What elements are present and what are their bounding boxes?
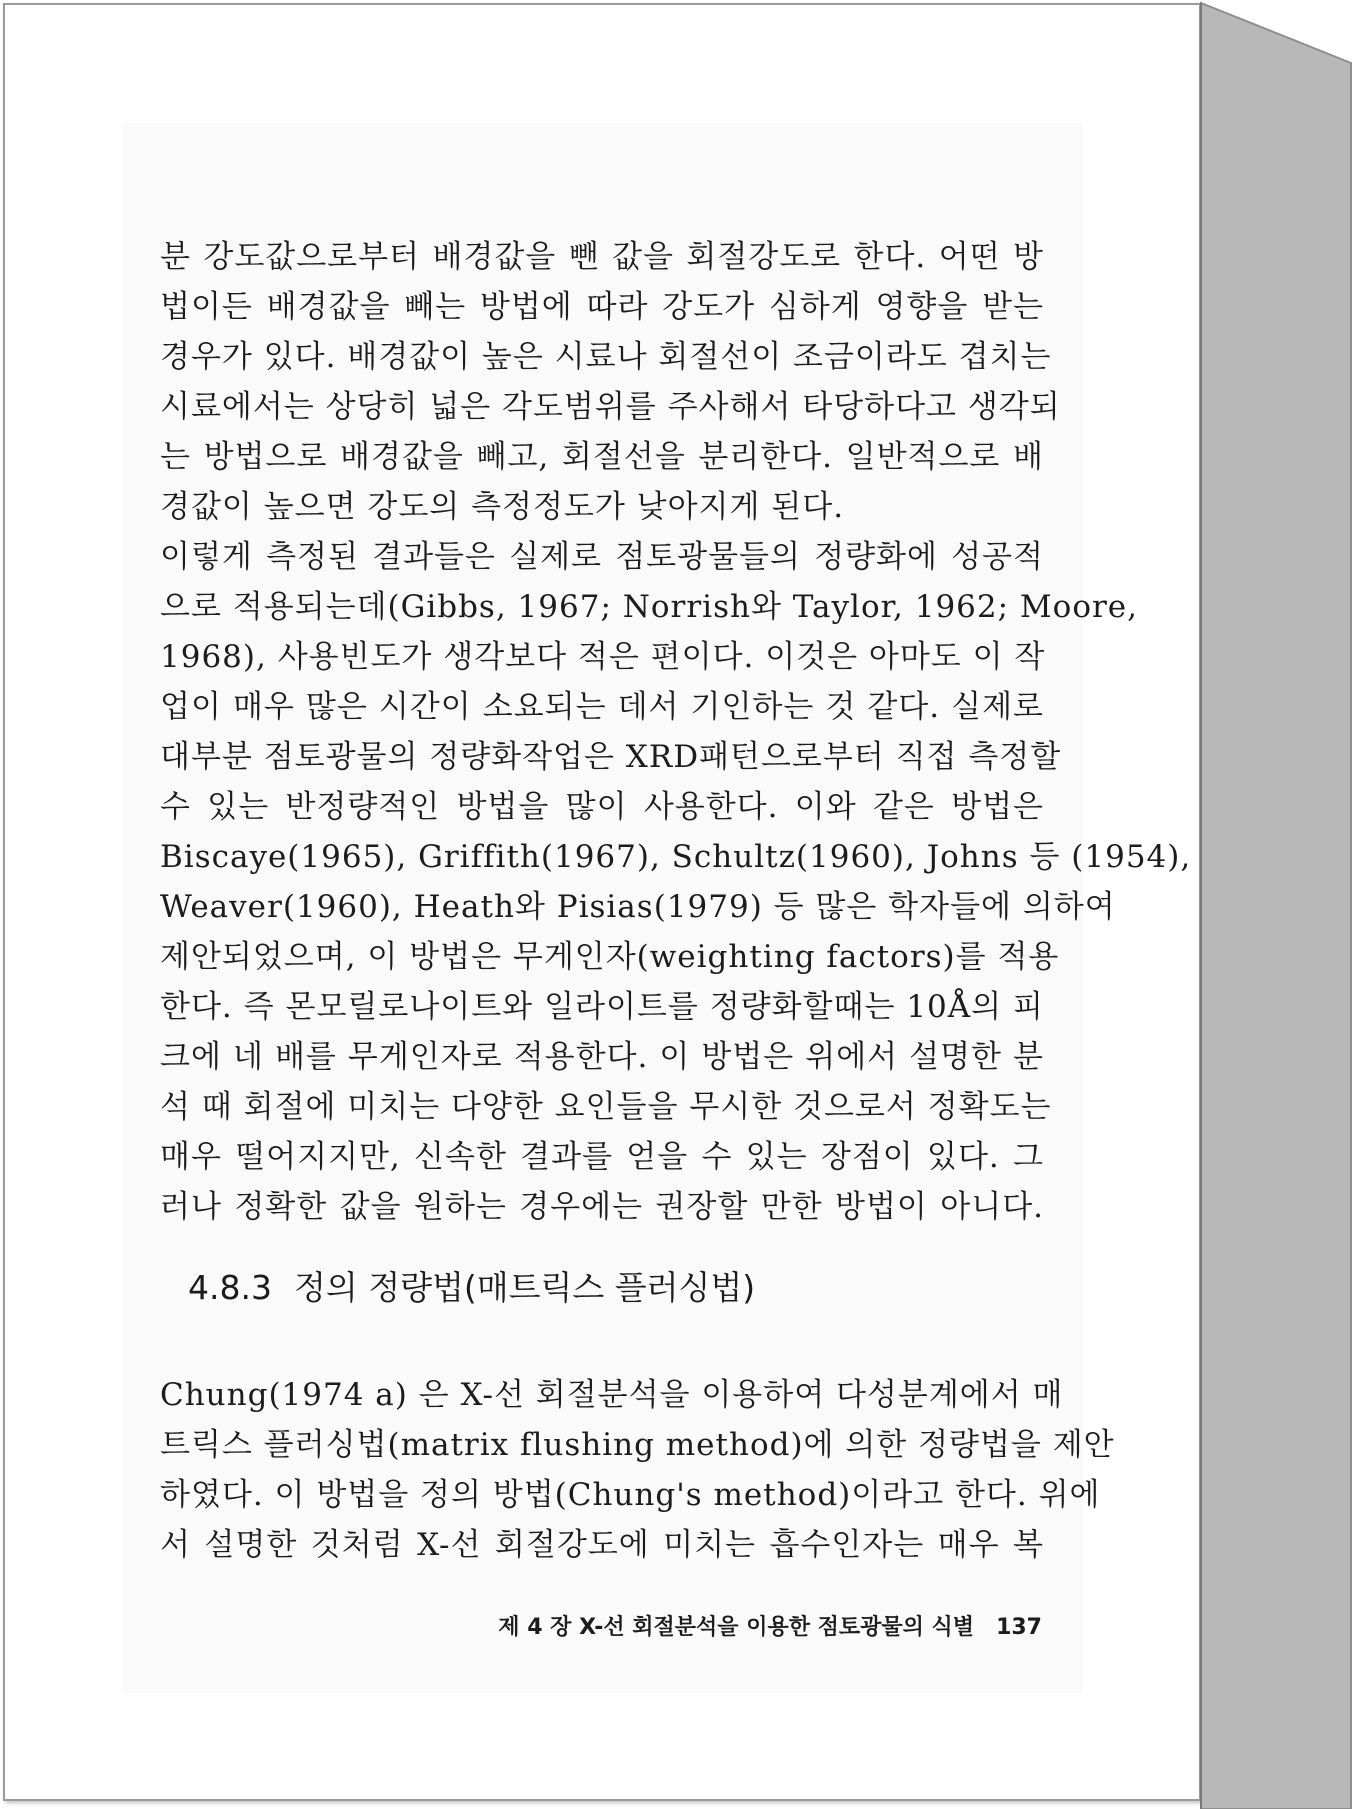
paragraph-2 xyxy=(160,532,1192,1232)
text-line: Weaver(1960), Heath와 Pisias(1979) 등 많은 학자들에 의하여 xyxy=(160,889,1116,925)
text-line: 러나 정확한 값을 원하는 경우에는 권장할 만한 방법이 아니다. xyxy=(160,1189,1044,1225)
section-heading xyxy=(188,1262,755,1309)
text-line: 법이든 배경값을 빼는 방법에 따라 강도가 심하게 영향을 받는 xyxy=(160,289,1044,325)
text-line: 이렇게 측정된 결과들은 실제로 점토광물들의 정량화에 성공적 xyxy=(160,539,1044,575)
text-line: 매우 떨어지지만, 신속한 결과를 얻을 수 있는 장점이 있다. 그 xyxy=(160,1139,1044,1175)
paragraph-1 xyxy=(160,232,1061,532)
section-number: 4.8.3 xyxy=(188,1268,272,1307)
text-line: 대부분 점토광물의 정량화작업은 XRD패턴으로부터 직접 측정할 xyxy=(160,739,1062,775)
paragraph-3 xyxy=(160,1370,1115,1570)
text-line: 시료에서는 상당히 넓은 각도범위를 주사해서 타당하다고 생각되 xyxy=(160,389,1061,425)
running-footer xyxy=(390,1610,1042,1641)
chapter-title: 제 4 장 X-선 회절분석을 이용한 점토광물의 식별 xyxy=(498,1615,975,1640)
text-line: 업이 매우 많은 시간이 소요되는 데서 기인하는 것 같다. 실제로 xyxy=(160,689,1044,725)
text-line: 경값이 높으면 강도의 측정정도가 낮아지게 된다. xyxy=(160,489,845,525)
text-line: 으로 적용되는데(Gibbs, 1967; Norrish와 Taylor, 1962; Moore, xyxy=(160,589,1139,625)
text-line: Chung(1974 a) 은 X-선 회절분석을 이용하여 다성분계에서 매 xyxy=(160,1377,1064,1413)
text-line: 트릭스 플러싱법(matrix flushing method)에 의한 정량법을 제안 xyxy=(160,1427,1115,1463)
text-line: 는 방법으로 배경값을 빼고, 회절선을 분리한다. 일반적으로 배 xyxy=(160,439,1044,475)
text-line: 분 강도값으로부터 배경값을 뺀 값을 회절강도로 한다. 어떤 방 xyxy=(160,239,1044,275)
text-line: 경우가 있다. 배경값이 높은 시료나 회절선이 조금이라도 겹치는 xyxy=(160,339,1052,375)
text-line: 제안되었으며, 이 방법은 무게인자(weighting factors)를 적용 xyxy=(160,939,1060,975)
text-line: 수 있는 반정량적인 방법을 많이 사용한다. 이와 같은 방법은 xyxy=(160,789,1044,825)
text-line: 하였다. 이 방법을 정의 방법(Chung's method)이라고 한다. 위에 xyxy=(160,1477,1101,1513)
text-line: 서 설명한 것처럼 X-선 회절강도에 미치는 흡수인자는 매우 복 xyxy=(160,1527,1044,1563)
book-spine-shape xyxy=(1201,3,1357,1809)
text-line: 1968), 사용빈도가 생각보다 적은 편이다. 이것은 아마도 이 작 xyxy=(160,639,1046,675)
text-line: 한다. 즉 몬모릴로나이트와 일라이트를 정량화할때는 10Å의 피 xyxy=(160,989,1044,1025)
text-line: 크에 네 배를 무게인자로 적용한다. 이 방법은 위에서 설명한 분 xyxy=(160,1039,1044,1075)
text-line: 석 때 회절에 미치는 다양한 요인들을 무시한 것으로서 정확도는 xyxy=(160,1089,1052,1125)
page-number: 137 xyxy=(996,1615,1042,1640)
text-line: Biscaye(1965), Griffith(1967), Schultz(1960), Johns 등 (1954), xyxy=(160,839,1192,875)
section-title: 정의 정량법(매트릭스 플러싱법) xyxy=(293,1268,756,1307)
